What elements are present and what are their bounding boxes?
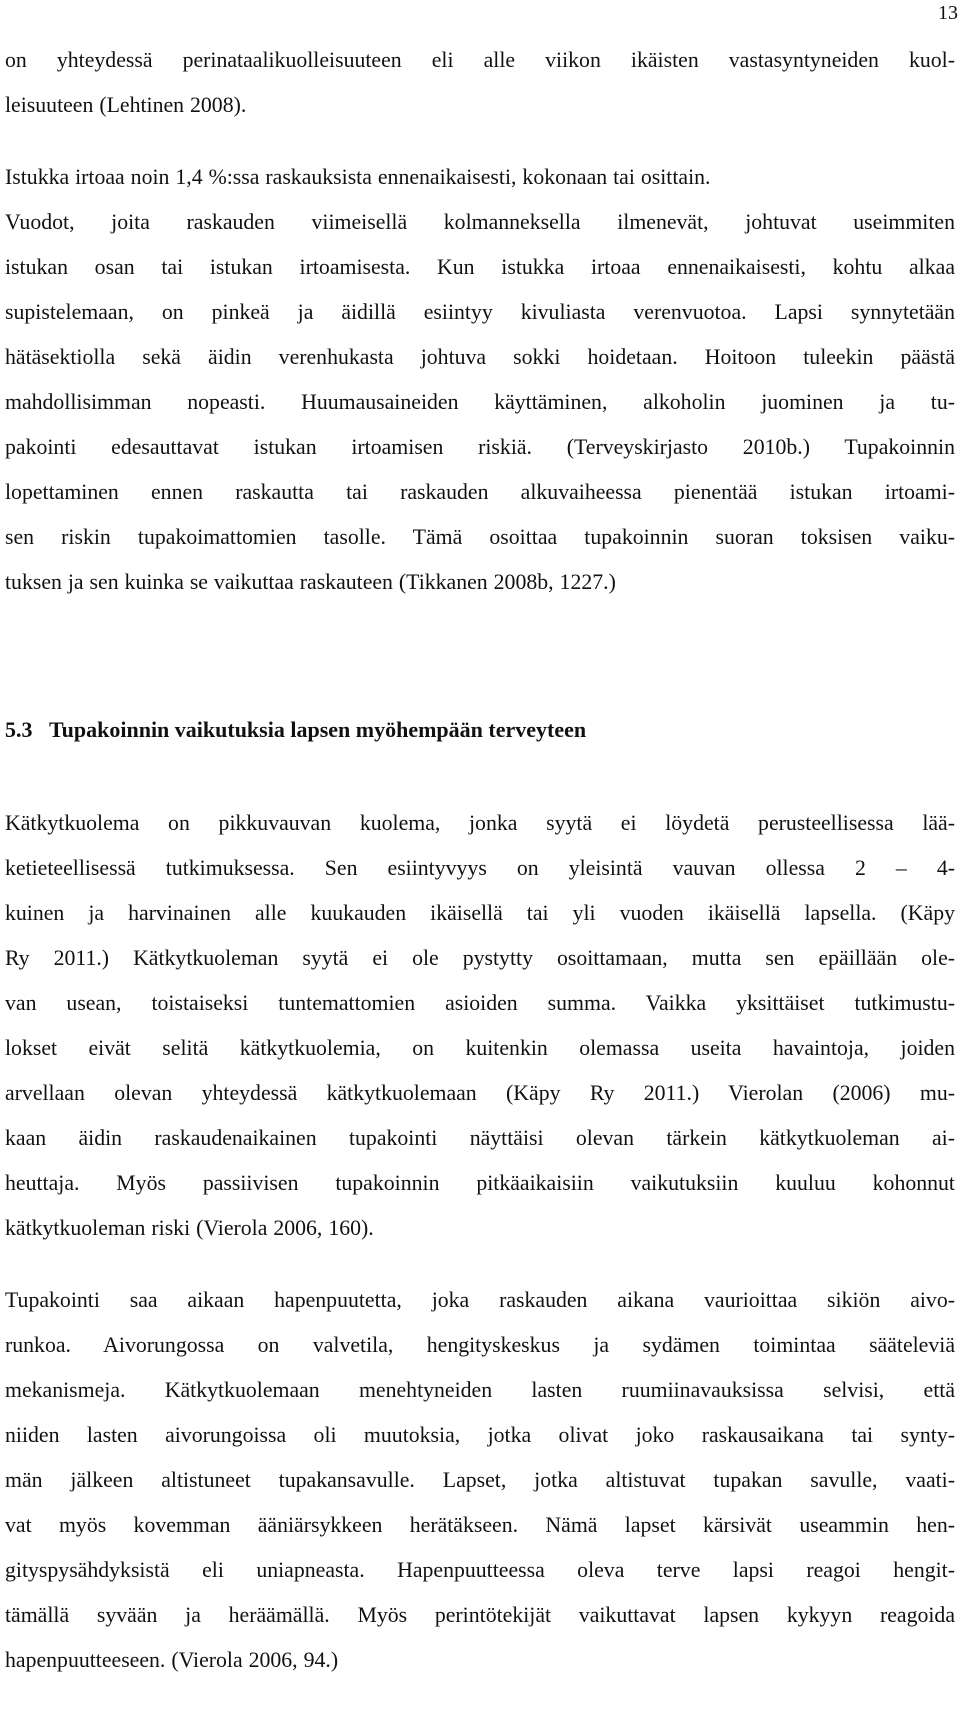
text-line: pakointi edesauttavat istukan irtoamisen riskiä. (Terveyskirjasto 2010b.) Tupakoinnin	[5, 435, 955, 459]
text-line: heuttaja. Myös passiivisen tupakoinnin pitkäaikaisiin vaikutuksiin kuuluu kohonnut	[5, 1171, 955, 1195]
text-line: Istukka irtoaa noin 1,4 %:ssa raskauksista ennenaikaisesti, kokonaan tai osittain.	[5, 165, 711, 189]
text-line: runkoa. Aivorungossa on valvetila, hengityskeskus ja sydämen toimintaa sääteleviä	[5, 1333, 955, 1357]
text-line: hätäsektiolla sekä äidin verenhukasta johtuva sokki hoidetaan. Hoitoon tuleekin päästä	[5, 345, 955, 369]
text-line: van usean, toistaiseksi tuntemattomien asioiden summa. Vaikka yksittäiset tutkimustu-	[5, 991, 955, 1015]
text-line: tuksen ja sen kuinka se vaikuttaa raskauteen (Tikkanen 2008b, 1227.)	[5, 570, 616, 594]
text-line: Kätkytkuolema on pikkuvauvan kuolema, jonka syytä ei löydetä perusteellisessa lää-	[5, 811, 955, 835]
text-line: arvellaan olevan yhteydessä kätkytkuolemaan (Käpy Ry 2011.) Vierolan (2006) mu-	[5, 1081, 955, 1105]
section-title: Tupakoinnin vaikutuksia lapsen myöhempään terveyteen	[49, 717, 587, 742]
text-line: vat myös kovemman ääniärsykkeen herätäkseen. Nämä lapset kärsivät useammin hen-	[5, 1513, 955, 1537]
text-line: supistelemaan, on pinkeä ja äidillä esiintyy kivuliasta verenvuotoa. Lapsi synnytetään	[5, 300, 955, 324]
text-line: on yhteydessä perinataalikuolleisuuteen eli alle viikon ikäisten vastasyntyneiden kuol-	[5, 48, 955, 72]
text-line: gityspysähdyksistä eli uniapneasta. Hapenpuutteessa oleva terve lapsi reagoi hengit-	[5, 1558, 955, 1582]
text-line: kaan äidin raskaudenaikainen tupakointi näyttäisi olevan tärkein kätkytkuoleman ai-	[5, 1126, 955, 1150]
section-number: 5.3	[5, 717, 33, 742]
text-line: Vuodot, joita raskauden viimeisellä kolmanneksella ilmenevät, johtuvat useimmiten	[5, 210, 955, 234]
text-line: leisuuteen (Lehtinen 2008).	[5, 93, 247, 117]
text-line: ketieteellisessä tutkimuksessa. Sen esiintyvyys on yleisintä vauvan ollessa 2 – 4-	[5, 856, 955, 880]
text-line: hapenpuutteeseen. (Vierola 2006, 94.)	[5, 1648, 339, 1672]
text-line: Tupakointi saa aikaan hapenpuutetta, joka raskauden aikana vaurioittaa sikiön aivo-	[5, 1288, 955, 1312]
text-line: istukan osan tai istukan irtoamisesta. Kun istukka irtoaa ennenaikaisesti, kohtu alkaa	[5, 255, 955, 279]
text-line: lopettaminen ennen raskautta tai raskauden alkuvaiheessa pienentää istukan irtoami-	[5, 480, 955, 504]
text-line: mahdollisimman nopeasti. Huumausaineiden käyttäminen, alkoholin juominen ja tu-	[5, 390, 955, 414]
text-line: män jälkeen altistuneet tupakansavulle. Lapset, jotka altistuvat tupakan savulle, vaati-	[5, 1468, 955, 1492]
text-line: Ry 2011.) Kätkytkuoleman syytä ei ole pystytty osoittamaan, mutta sen epäillään ole-	[5, 946, 955, 970]
text-line: lokset eivät selitä kätkytkuolemia, on kuitenkin olemassa useita havaintoja, joiden	[5, 1036, 955, 1060]
text-line: tämällä syvään ja heräämällä. Myös perintötekijät vaikuttavat lapsen kykyyn reagoida	[5, 1603, 955, 1627]
text-line: sen riskin tupakoimattomien tasolle. Tämä osoittaa tupakoinnin suoran toksisen vaiku-	[5, 525, 955, 549]
text-line: niiden lasten aivorungoissa oli muutoksia, jotka olivat joko raskausaikana tai synty-	[5, 1423, 955, 1447]
text-line: mekanismeja. Kätkytkuolemaan menehtyneiden lasten ruumiinavauksissa selvisi, että	[5, 1378, 955, 1402]
page-number: 13	[938, 2, 958, 24]
text-line: kätkytkuoleman riski (Vierola 2006, 160).	[5, 1216, 374, 1240]
section-heading	[5, 716, 586, 744]
text-line: kuinen ja harvinainen alle kuukauden ikäisellä tai yli vuoden ikäisellä lapsella. (Käpy	[5, 901, 955, 925]
